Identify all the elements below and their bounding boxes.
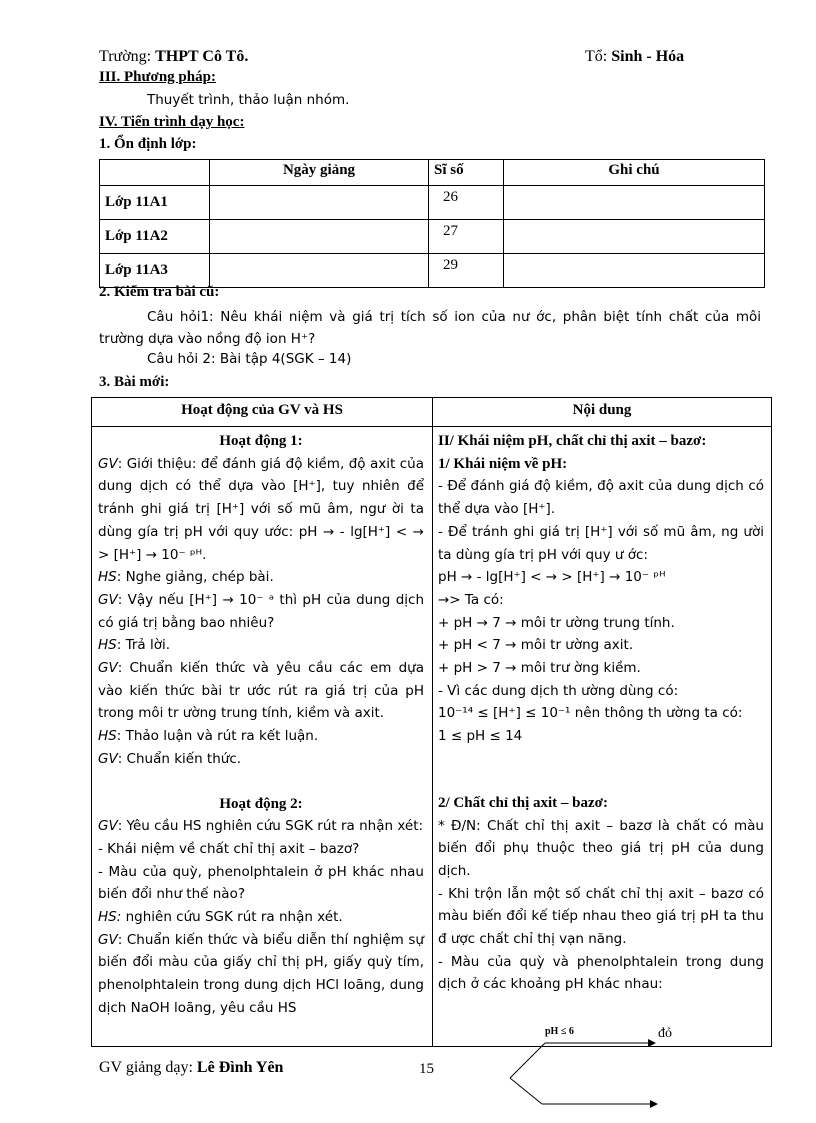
teacher-name: Lê Đình Yên xyxy=(196,1059,284,1076)
school-label: Trường: xyxy=(99,48,152,65)
diagram-color-label: đỏ xyxy=(658,1026,672,1041)
footer-teacher xyxy=(99,1059,283,1077)
right-header: Nội dung xyxy=(572,402,632,418)
school-name: THPT Cô Tô. xyxy=(155,48,249,65)
new-lesson-heading: 3. Bài mới: xyxy=(99,374,170,390)
process-heading: IV. Tiến trình dạy học: xyxy=(99,114,245,130)
activity-2-title: Hoạt động 2: xyxy=(219,795,303,812)
content-column: II/ Khái niệm pH, chất chỉ thị axit – bazơ: 1/ Khái niệm về pH: - Để đánh giá độ kiềm, độ axit của dung dịch có thể dựa vào [H⁺]. - Để tránh ghi giá trị [H⁺] với số mũ âm, ng ười ta dùng gía trị pH với quy ư ớc: pH → - lg[H⁺] < → > [H⁺] → 10⁻ ᵖᴴ →> Ta có: + pH → 7 → môi tr ường trung tính. + pH < 7 → môi tr ường axit. + pH > 7 → môi trư ờng kiềm. - Vì các dung dịch th ường dùng có: 10⁻¹⁴ ≤ [H⁺] ≤ 10⁻¹ nên thông th ường ta có: 1 ≤ pH ≤ 14 2/ Chất chỉ thị axit – bazơ: * Đ/N: Chất chỉ thị axit – bazơ là chất có màu biến đổi phụ thuộc theo giá trị pH của dung dịch. - Khi trộn lẫn một số chất chỉ thị axit – bazơ có màu biến đổi kế tiếp nhau theo giá trị pH ta thu đ ược chất chỉ thị vạn năng. - Màu của quỳ và phenolphtalein trong dung dịch ở các khoảng pH khác nhau: xyxy=(438,430,764,996)
content-title: II/ Khái niệm pH, chất chỉ thị axit – bazơ: xyxy=(438,433,707,449)
teacher-label: GV giảng dạy: xyxy=(99,1059,193,1076)
content-sub-2: 2/ Chất chỉ thị axit – bazơ: xyxy=(438,794,608,811)
table-row: Lớp 11A1 26 xyxy=(100,186,765,220)
diagram-ph-label: pH ≤ 6 xyxy=(545,1026,574,1037)
question-1: Câu hỏi1: Nêu khái niệm và giá trị tích số ion của nư ớc, phân biệt tính chất của môi trường dựa vào nồng độ ion H⁺? xyxy=(99,309,761,347)
diagram-branch-down xyxy=(510,1078,542,1104)
col-date: Ngày giảng xyxy=(210,160,429,186)
table-row: Lớp 11A2 27 xyxy=(100,220,765,254)
activities-column: Hoạt động 1: GV: Giới thiệu: để đánh giá độ kiềm, độ axit của dung dịch có thể dựa vào [H⁺], tuy nhiên để tránh ghi giá trị [H⁺] với số mũ âm, ngư ời ta dùng gía trị pH với quy ước: pH → - lg[H⁺] < → > [H⁺] → 10⁻ ᵖᴴ. HS: Nghe giảng, chép bài. GV: Vậy nếu [H⁺] → 10⁻ ᵃ thì pH của dung dịch có giá trị bằng bao nhiêu? HS: Trả lời. GV: Chuẩn kiến thức và yêu cầu các em dựa vào kiến thức bài tr ước rút ra giá trị của pH trong môi tr ường trung tính, kiềm và axit. HS: Thảo luận và rút ra kết luận. GV: Chuẩn kiến thức. Hoạt động 2: GV: Yêu cầu HS nghiên cứu SGK rút ra nhận xét: - Khái niệm về chất chỉ thị axit – bazơ? - Màu của quỳ, phenolphtalein ở pH khác nhau biến đổi như thế nào? HS: nghiên cứu SGK rút ra nhận xét. GV: Chuẩn kiến thức và biểu diễn thí nghiệm sự biến đổi màu của giấy chỉ thị pH, giấy quỳ tím, phenolphtalein trong dung dịch HCl loãng, dung dịch NaOH loãng, yêu cầu HS xyxy=(98,430,424,1020)
left-header: Hoạt động của GV và HS xyxy=(181,402,343,418)
dept-label: Tổ: xyxy=(585,48,608,65)
activity-1-title: Hoạt động 1: xyxy=(219,433,303,449)
content-sub-1: 1/ Khái niệm về pH: xyxy=(438,455,568,472)
col-size: Sĩ số xyxy=(429,160,504,186)
question-2: Câu hỏi 2: Bài tập 4(SGK – 14) xyxy=(147,351,352,367)
dept-name: Sinh - Hóa xyxy=(611,48,685,65)
table-row: Lớp 11A3 29 xyxy=(100,254,765,288)
page-number: 15 xyxy=(419,1061,434,1077)
col-note: Ghi chú xyxy=(504,160,765,186)
class-heading: 1. Ổn định lớp: xyxy=(99,136,197,152)
method-heading: III. Phương pháp: xyxy=(99,69,216,85)
diagram-branch-up xyxy=(510,1043,545,1078)
method-text: Thuyết trình, thảo luận nhóm. xyxy=(147,92,350,108)
check-heading: 2. Kiểm tra bài cũ: xyxy=(99,284,220,300)
